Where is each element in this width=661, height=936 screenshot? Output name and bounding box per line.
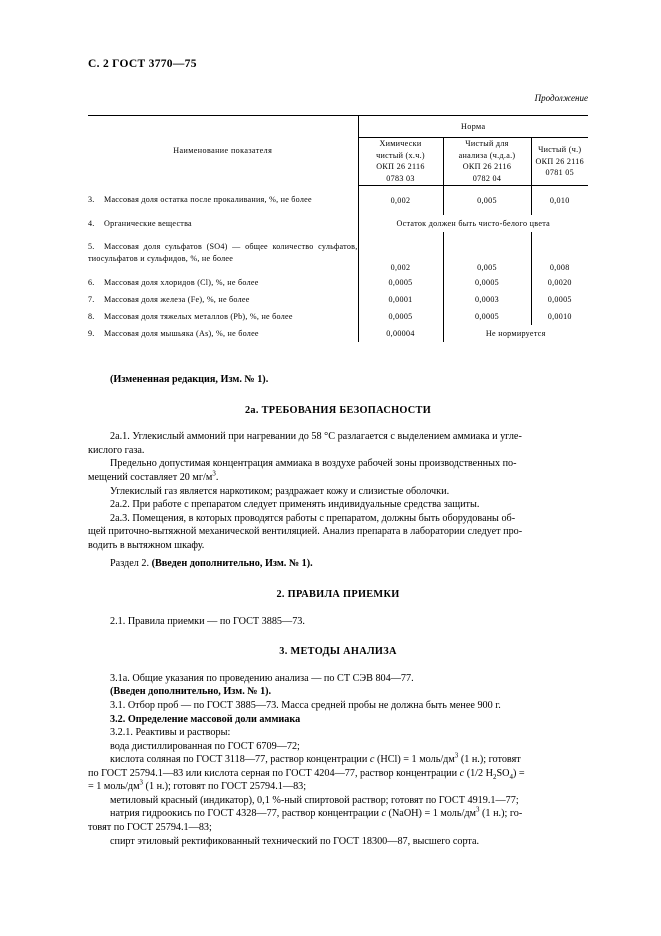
grade-3-line1: Чистый (ч.)	[538, 144, 582, 154]
row-7-value-3: 0,0005	[531, 291, 588, 308]
limit-text: мещений составляет 20 мг/м	[88, 471, 213, 483]
grade-1-line2: чистый (х.ч.)	[376, 150, 425, 160]
row-6-value-2: 0,0005	[443, 274, 531, 291]
row-5-name	[88, 232, 358, 274]
paragraph-limit-line1: Предельно допустимая концентрация аммиака в воздухе рабочей зоны производственных по-	[110, 458, 517, 470]
paragraph-hcl-line3	[88, 780, 588, 794]
grade-3-line3: 0781 05	[545, 168, 574, 178]
paragraph-2-1: 2.1. Правила приемки — по ГОСТ 3885—73.	[110, 615, 305, 627]
hcl-b-italic-c: с	[459, 767, 465, 779]
paragraph-water: вода дистиллированная по ГОСТ 6709—72;	[110, 740, 300, 752]
table-row	[88, 308, 588, 325]
hcl-t3: (1 н.); готовят	[458, 754, 521, 766]
grade-2-line4: 0782 04	[472, 174, 502, 184]
row-4-span-note: Остаток должен быть чисто-белого цвета	[358, 215, 588, 232]
heading-section-3: 3. МЕТОДЫ АНАЛИЗА	[279, 646, 397, 658]
heading-section-2a: 2а. ТРЕБОВАНИЯ БЕЗОПАСНОСТИ	[244, 404, 432, 416]
hcl-b-t4: ) =	[512, 767, 525, 779]
row-5-value-1: 0,002	[358, 232, 443, 274]
section2-bold: (Введен дополнительно, Изм. № 1).	[151, 558, 313, 570]
row-7-number: 7.	[88, 294, 95, 304]
row-9-name	[88, 325, 358, 342]
row-7-label: Массовая доля железа (Fe), %, не более	[104, 294, 250, 304]
row-6-value-1: 0,0005	[358, 274, 443, 291]
hcl-c-t2: (1 н.); готовят по ГОСТ 25794.1—83;	[143, 781, 307, 793]
hcl-t2: (HCl) = 1 моль/дм	[374, 754, 455, 766]
heading-section-2: 2. ПРАВИЛА ПРИЕМКИ	[276, 588, 400, 600]
column-header-grade-2	[443, 138, 531, 186]
grade-1-line3: ОКП 26 2116	[376, 162, 425, 172]
paragraph-naoh-line2: товят по ГОСТ 25794.1—83;	[88, 822, 212, 833]
limit-end: .	[215, 471, 219, 483]
table-row	[88, 232, 588, 274]
naoh-t1: натрия гидроокись по ГОСТ 4328—77, раствор концентрации	[110, 808, 382, 820]
row-7-value-1: 0,0001	[358, 291, 443, 308]
row-3-value-2: 0,005	[443, 185, 531, 215]
paragraph-3-2-1: 3.2.1. Реактивы и растворы:	[110, 727, 231, 739]
specification-table	[88, 115, 588, 342]
row-5-value-3: 0,008	[531, 232, 588, 274]
hcl-b-t3: SO	[496, 767, 510, 779]
grade-1-line1: Химически	[379, 139, 422, 148]
paragraph-2a-1-line2: кислого газа.	[88, 444, 145, 456]
row-7-value-2: 0,0003	[443, 291, 531, 308]
column-header-grade-1	[358, 138, 443, 186]
column-header-indicator-name: Наименование показателя	[88, 116, 358, 186]
row-9-span-note: Не нормируется	[443, 325, 588, 342]
grade-3-line2: ОКП 26 2116	[535, 156, 584, 166]
row-4-name	[88, 215, 358, 232]
row-9-number: 9.	[88, 328, 95, 338]
paragraph-naoh-line1	[88, 807, 588, 821]
hcl-t1: кислота соляная по ГОСТ 3118—77, раствор концентрации	[110, 754, 370, 766]
paragraph-2a-3-line3: водить в вытяжном шкафу.	[88, 539, 205, 551]
paragraph-ethanol: спирт этиловый ректификованный технический по ГОСТ 18300—87, высшего сорта.	[110, 835, 480, 847]
naoh-italic-c: с	[381, 808, 386, 820]
table-row	[88, 274, 588, 291]
grade-2-line1: Чистый для	[465, 139, 509, 148]
limit-sup: 3	[212, 470, 216, 478]
naoh-t2: (NaOH) = 1 моль/дм	[386, 808, 477, 820]
hcl-b-sub1: 2	[493, 773, 497, 781]
paragraph-hcl-line1	[88, 753, 588, 767]
row-8-name	[88, 308, 358, 325]
row-8-value-1: 0,0005	[358, 308, 443, 325]
row-9-value-1: 0,00004	[358, 325, 443, 342]
paragraph-3-1a-revision: (Введен дополнительно, Изм. № 1).	[110, 686, 272, 698]
continuation-label: Продолжение	[534, 93, 588, 103]
row-5-number: 5.	[88, 242, 95, 252]
paragraph-3-1a: 3.1а. Общие указания по проведению анализа — по СТ СЭВ 804—77.	[110, 672, 414, 684]
paragraph-2a-3-line2: щей приточно-вытяжной механической вентиляцией. Анализ препарата в лаборатории следует про-	[88, 526, 523, 538]
row-9-label: Массовая доля мышьяка (As), %, не более	[104, 328, 259, 338]
paragraph-2a-3-line1: 2а.3. Помещения, в которых проводятся работы с препаратом, должны быть оборудованы об-	[110, 512, 516, 524]
row-3-name	[88, 185, 358, 215]
table-header-row-group	[88, 116, 588, 138]
paragraph-3-2-heading: 3.2. Определение массовой доли аммиака	[110, 713, 301, 725]
grade-1-line4: 0783 03	[386, 174, 415, 184]
row-5-value-2: 0,005	[443, 232, 531, 274]
specification-table-wrapper	[88, 115, 588, 342]
row-7-name	[88, 291, 358, 308]
hcl-italic-c: с	[369, 754, 375, 766]
row-3-value-1: 0,002	[358, 185, 443, 215]
paragraph-narcotic: Углекислый газ является наркотиком; раздражает кожу и слизистые оболочки.	[110, 485, 450, 497]
row-4-number: 4.	[88, 218, 95, 228]
row-6-number: 6.	[88, 277, 95, 287]
row-3-number: 3.	[88, 195, 95, 205]
row-8-value-3: 0,0010	[531, 308, 588, 325]
row-8-number: 8.	[88, 311, 95, 321]
naoh-t3: (1 н.); го-	[479, 808, 523, 820]
revision-note-1: (Измененная редакция, Изм. № 1).	[110, 374, 269, 385]
paragraph-section2-note	[88, 557, 588, 571]
hcl-c-t1: = 1 моль/дм	[88, 781, 140, 793]
paragraph-2a-2: 2а.2. При работе с препаратом следует применять индивидуальные средства защиты.	[110, 499, 480, 511]
row-8-value-2: 0,0005	[443, 308, 531, 325]
paragraph-hcl-line2	[88, 767, 588, 781]
table-row	[88, 325, 588, 342]
hcl-b-t2: (1/2 H	[464, 767, 494, 779]
row-3-label: Массовая доля остатка после прокаливания, %, не более	[104, 195, 312, 205]
paragraph-methyl-red: метиловый красный (индикатор), 0,1 %-ный спиртовой раствор; готовят по ГОСТ 4919.1—77;	[110, 794, 519, 806]
paragraph-limit-line2	[88, 471, 588, 485]
document-body	[88, 373, 588, 848]
hcl-b-sub2: 4	[509, 773, 513, 781]
table-row	[88, 185, 588, 215]
row-8-label: Массовая доля тяжелых металлов (Pb), %, не более	[104, 311, 293, 321]
grade-2-line3: ОКП 26 2116	[462, 162, 512, 172]
grade-2-line2: анализа (ч.д.а.)	[458, 150, 516, 160]
hcl-c-sup: 3	[139, 779, 143, 787]
row-4-label: Органические вещества	[104, 218, 192, 228]
column-header-grade-3	[531, 138, 588, 186]
row-5-label: Массовая доля сульфатов (SO4) — общее количество сульфатов, тиосульфатов и сульфидов, %, не более	[88, 242, 358, 264]
section2-intro: Раздел 2.	[110, 558, 152, 570]
paragraph-3-1: 3.1. Отбор проб — по ГОСТ 3885—73. Масса средней пробы не должна быть менее 900 г.	[110, 699, 501, 711]
row-6-value-3: 0,0020	[531, 274, 588, 291]
row-6-name	[88, 274, 358, 291]
column-header-norma: Норма	[358, 116, 588, 138]
table-row	[88, 215, 588, 232]
table-row	[88, 291, 588, 308]
hcl-b-t1: по ГОСТ 25794.1—83 или кислота серная по ГОСТ 4204—77, раствор концентрации	[88, 767, 460, 779]
row-6-label: Массовая доля хлоридов (Cl), %, не более	[104, 277, 259, 287]
paragraph-2a-1-line1: 2а.1. Углекислый аммоний при нагревании до 58 °С разлагается с выделением аммиака и угле-	[110, 431, 522, 443]
row-3-value-3: 0,010	[531, 185, 588, 215]
naoh-sup: 3	[476, 807, 480, 815]
hcl-sup: 3	[454, 752, 459, 760]
page-header: С. 2 ГОСТ 3770—75	[88, 58, 197, 70]
